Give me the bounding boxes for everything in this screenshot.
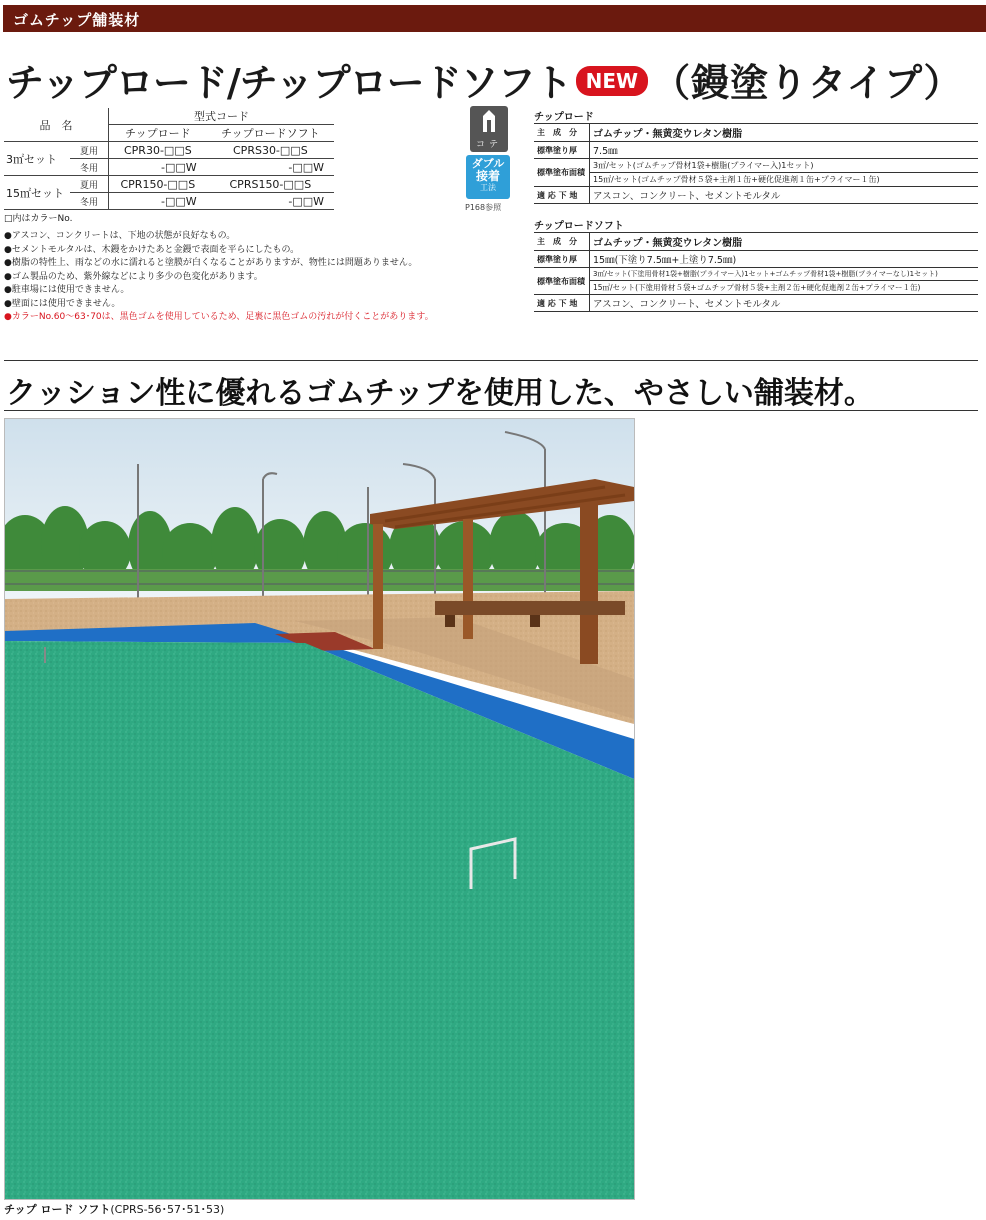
row-code1: CPR150-□□S bbox=[109, 176, 207, 193]
badge-line3: 工法 bbox=[480, 183, 496, 192]
row-code1: CPR30-□□S bbox=[109, 142, 207, 159]
red-note: ●カラーNo.60～63･70は、黒色ゴムを使用しているため、足裏に黒色ゴムの汚れが付くことがあります。 bbox=[4, 312, 434, 322]
spec-key: 標準塗布面積 bbox=[534, 159, 590, 187]
row-code2: -□□W bbox=[207, 159, 334, 176]
note-item: ●壁面には使用できません。 bbox=[4, 298, 121, 309]
tagline: クッション性に優れるゴムチップを使用した、やさしい舗装材。 bbox=[6, 376, 874, 411]
note-item: ●駐車場には使用できません。 bbox=[4, 285, 130, 295]
spec-value: 3㎡/セット(下塗用骨材1袋+樹脂(プライマー入)1セット+ゴムチップ骨材1袋+樹脂(プライマーなし)1セット) bbox=[590, 268, 979, 281]
page-title bbox=[6, 52, 963, 107]
note-item: ●アスコン、コンクリートは、下地の状態が良好なもの。 bbox=[4, 231, 236, 241]
caption-codes: (CPRS-56･57･51･53) bbox=[110, 1203, 225, 1216]
spec-title: チップロード bbox=[534, 112, 594, 123]
row-code2: CPRS30-□□S bbox=[207, 142, 334, 159]
spec-value: ゴムチップ・無黄変ウレタン樹脂 bbox=[590, 233, 979, 251]
note-item: ●セメントモルタルは、木鏝をかけたあと金鏝で表面を平らにしたもの。 bbox=[4, 244, 300, 255]
grass bbox=[5, 569, 634, 591]
spec-value: 15㎜(下塗り7.5㎜+上塗り7.5㎜) bbox=[590, 251, 979, 268]
row-code2: -□□W bbox=[207, 193, 334, 210]
spec-value: 15㎡/セット(ゴムチップ骨材５袋+主剤１缶+硬化促進剤１缶+プライマー１缶) bbox=[590, 173, 979, 187]
color-note: □内はカラーNo. bbox=[4, 214, 73, 224]
product-photo bbox=[4, 418, 635, 1200]
spec-key: 主 成 分 bbox=[534, 233, 590, 251]
row-code1: -□□W bbox=[109, 159, 207, 176]
spec-key: 適 応 下 地 bbox=[534, 187, 590, 204]
spec-value: 3㎡/セット(ゴムチップ骨材1袋+樹脂(プライマー入)1セット) bbox=[590, 159, 979, 173]
spec-value: 15㎡/セット(下塗用骨材５袋+ゴムチップ骨材５袋+主剤２缶+硬化促進剤２缶+プライマー１缶) bbox=[590, 281, 979, 295]
trowel-shape bbox=[470, 106, 508, 140]
spec-value: アスコン、コンクリート、セメントモルタル bbox=[590, 295, 979, 312]
row-season: 夏用 bbox=[70, 176, 109, 193]
badge-line2: 接着 bbox=[475, 169, 500, 183]
row-season: 冬用 bbox=[70, 193, 109, 210]
row-code2: CPRS150-□□S bbox=[207, 176, 334, 193]
spec-key: 標準塗り厚 bbox=[534, 142, 590, 159]
header-name: 品 名 bbox=[4, 108, 109, 142]
trowel-label: コテ bbox=[475, 140, 502, 150]
note-item: ●樹脂の特性上、雨などの水に濡れると塗膜が白くなることがありますが、物性には問題ありません。 bbox=[4, 258, 418, 268]
spec-key: 適 応 下 地 bbox=[534, 295, 590, 312]
row-set-15: 15㎡セット bbox=[4, 176, 70, 210]
photo-caption bbox=[4, 1201, 224, 1217]
product-code-table bbox=[4, 108, 334, 210]
header-col1: チップロード bbox=[109, 125, 207, 142]
title-main: チップロード/チップロードソフト bbox=[6, 61, 572, 105]
trowel-icon bbox=[470, 106, 508, 152]
new-badge: NEW bbox=[576, 66, 648, 96]
row-code1: -□□W bbox=[109, 193, 207, 210]
badge-line1: ダブル bbox=[471, 157, 505, 170]
spec-soft bbox=[534, 217, 978, 312]
row-season: 夏用 bbox=[70, 142, 109, 159]
spec-key: 標準塗り厚 bbox=[534, 251, 590, 268]
header-code: 型式コード bbox=[109, 108, 335, 125]
category-band bbox=[3, 5, 986, 32]
title-suffix: （鏝塗りタイプ） bbox=[652, 61, 963, 105]
row-season: 冬用 bbox=[70, 159, 109, 176]
spec-value: アスコン、コンクリート、セメントモルタル bbox=[590, 187, 979, 204]
spec-title: チップロードソフト bbox=[534, 221, 624, 232]
spec-value: 7.5㎜ bbox=[590, 142, 979, 159]
photo-illustration bbox=[5, 419, 634, 1199]
row-set-3: 3㎡セット bbox=[4, 142, 70, 176]
page-reference: P168参照 bbox=[465, 203, 502, 212]
caption-name: チップ ロード ソフト bbox=[4, 1203, 111, 1216]
spec-chiproad bbox=[534, 108, 978, 204]
header-col2: チップロードソフト bbox=[207, 125, 334, 142]
double-adhesion-badge bbox=[466, 155, 510, 199]
spec-key: 標準塗布面積 bbox=[534, 268, 590, 295]
divider-top bbox=[4, 360, 978, 361]
divider-bottom bbox=[4, 410, 978, 411]
spec-value: ゴムチップ・無黄変ウレタン樹脂 bbox=[590, 124, 979, 142]
category-band-label: ゴムチップ舗装材 bbox=[13, 11, 141, 29]
note-item: ●ゴム製品のため、紫外線などにより多少の色変化があります。 bbox=[4, 271, 263, 282]
spec-key: 主 成 分 bbox=[534, 124, 590, 142]
notes-list bbox=[4, 230, 434, 325]
